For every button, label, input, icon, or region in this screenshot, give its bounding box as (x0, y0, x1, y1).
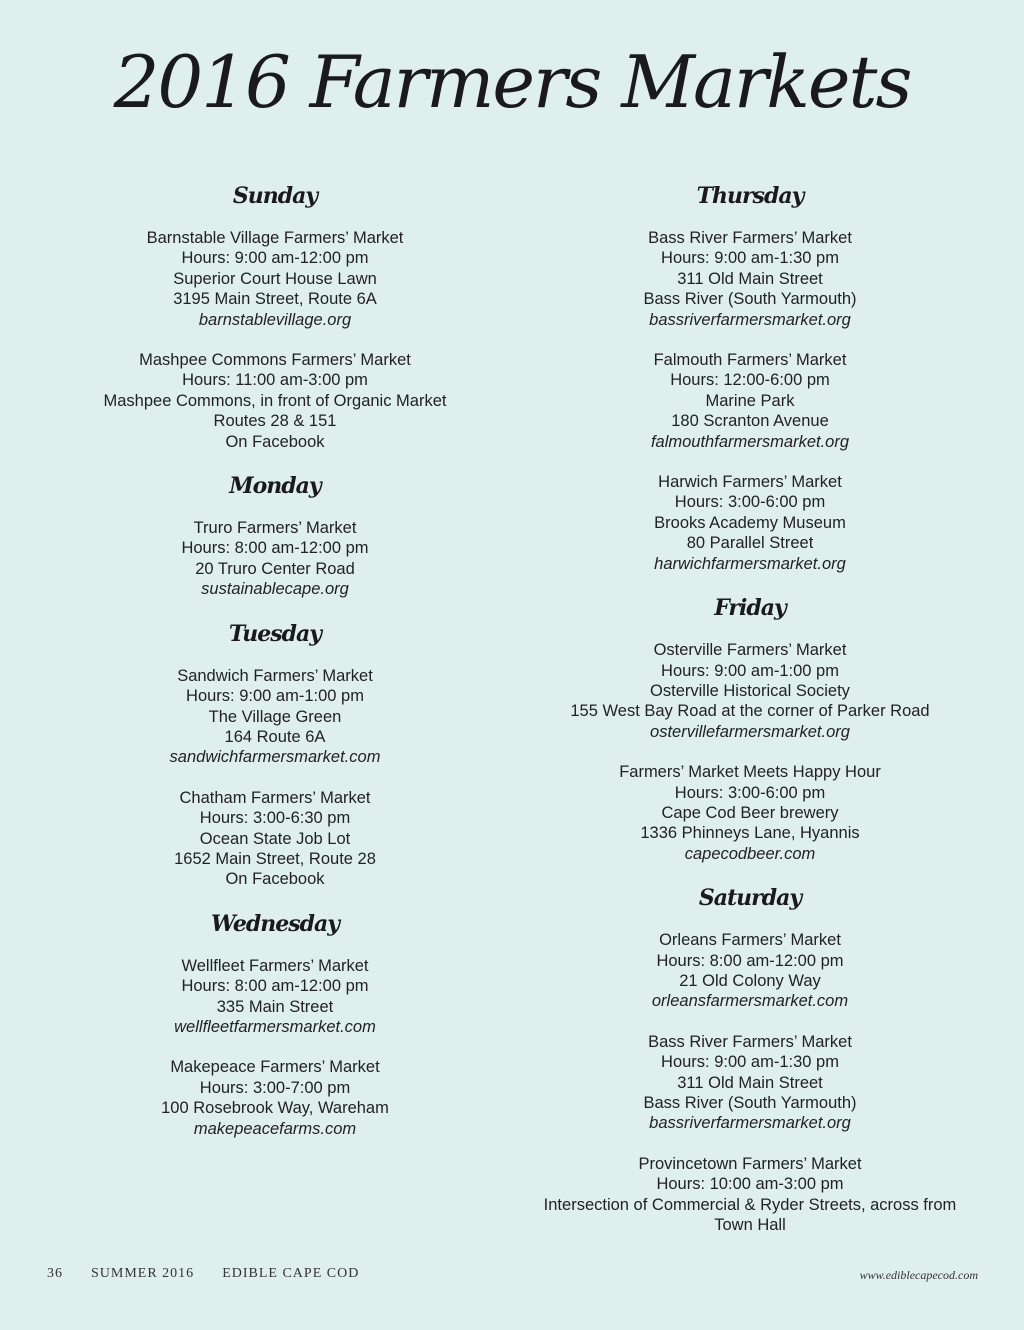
website-link[interactable]: www.ediblecapecod.com (859, 1268, 978, 1282)
market-name: Provincetown Farmers’ Market (638, 1154, 862, 1173)
market-address: 20 Truro Center Road (195, 559, 355, 578)
right-column (520, 182, 980, 1255)
market-name: Harwich Farmers’ Market (658, 473, 842, 492)
market-entry (60, 518, 490, 600)
market-hours: Hours: 8:00 am-12:00 pm (181, 539, 369, 558)
market-entry (520, 1154, 980, 1236)
market-address: 80 Parallel Street (686, 534, 814, 553)
market-name: Wellfleet Farmers’ Market (181, 956, 369, 975)
market-address: 1652 Main Street, Route 28 (174, 849, 376, 868)
market-social: On Facebook (225, 432, 325, 451)
market-hours: Hours: 3:00-7:00 pm (199, 1078, 351, 1097)
market-address: 180 Scranton Avenue (671, 412, 829, 431)
market-address: 155 West Bay Road at the corner of Parker Road (570, 702, 930, 721)
market-entry (520, 930, 980, 1012)
market-name: Barnstable Village Farmers’ Market (146, 229, 404, 247)
market-hours: Hours: 9:00 am-1:00 pm (661, 661, 839, 680)
market-town: Bass River (South Yarmouth) (643, 1094, 857, 1112)
market-location: Osterville Historical Society (650, 681, 850, 700)
market-location: Brooks Academy Museum (654, 513, 846, 532)
day-heading-thursday: Thursday (696, 183, 804, 209)
market-name: Makepeace Farmers’ Market (170, 1058, 380, 1077)
market-location: Mashpee Commons, in front of Organic Market (103, 391, 447, 410)
market-hours: Hours: 9:00 am-1:30 pm (661, 249, 839, 268)
market-hours: Hours: 11:00 am-3:00 pm (182, 371, 368, 390)
market-address: 100 Rosebrook Way, Wareham (161, 1099, 389, 1118)
day-heading-sunday: Sunday (232, 183, 318, 209)
market-hours: Hours: 8:00 am-12:00 pm (181, 977, 369, 996)
issue-label: SUMMER 2016 (91, 1266, 195, 1281)
market-entry (60, 666, 490, 768)
market-location: The Village Green (208, 707, 342, 726)
publication-name: EDIBLE CAPE COD (222, 1266, 360, 1281)
market-url[interactable]: ostervillefarmersmarket.org (650, 722, 850, 741)
market-url[interactable]: falmouthfarmersmarket.org (650, 432, 850, 451)
market-address: 3195 Main Street, Route 6A (173, 290, 377, 309)
left-column (60, 182, 490, 1159)
page-title: 2016 Farmers Markets (113, 40, 911, 124)
market-hours: Hours: 8:00 am-12:00 pm (656, 951, 844, 970)
market-url[interactable]: bassriverfarmersmarket.org (649, 1114, 851, 1133)
market-social: On Facebook (225, 870, 325, 889)
day-heading-monday: Monday (229, 473, 321, 500)
market-entry (60, 956, 490, 1038)
market-url[interactable]: wellfleetfarmersmarket.com (174, 1017, 376, 1036)
market-hours: Hours: 3:00-6:00 pm (674, 783, 826, 802)
day-heading-wednesday: Wednesday (210, 910, 340, 937)
market-name: Falmouth Farmers’ Market (653, 351, 847, 370)
market-location: Superior Court House Lawn (173, 269, 377, 288)
market-name: Orleans Farmers’ Market (659, 931, 841, 950)
market-name: Sandwich Farmers’ Market (177, 666, 373, 685)
market-location: Marine Park (705, 391, 795, 410)
market-url[interactable]: capecodbeer.com (684, 844, 816, 863)
day-heading-saturday: Saturday (698, 885, 802, 912)
market-hours: Hours: 10:00 am-3:00 pm (656, 1175, 844, 1194)
market-address: 311 Old Main Street (677, 269, 823, 288)
market-name: Osterville Farmers’ Market (653, 641, 847, 660)
market-url[interactable]: bassriverfarmersmarket.org (649, 310, 851, 329)
market-entry (520, 472, 980, 574)
market-entry (520, 228, 980, 330)
market-url[interactable]: barnstablevillage.org (198, 310, 352, 329)
market-hours: Hours: 3:00-6:30 pm (199, 809, 351, 828)
market-url[interactable]: makepeacefarms.com (193, 1119, 357, 1138)
market-name: Bass River Farmers’ Market (648, 1032, 852, 1051)
page-number: 36 (47, 1266, 63, 1281)
market-name: Mashpee Commons Farmers’ Market (139, 351, 411, 370)
market-location: Cape Cod Beer brewery (661, 803, 839, 822)
market-location: Ocean State Job Lot (199, 829, 351, 848)
market-url[interactable]: sustainablecape.org (201, 580, 349, 599)
market-hours: Hours: 3:00-6:00 pm (674, 493, 826, 512)
market-entry (520, 1032, 980, 1134)
market-url[interactable]: harwichfarmersmarket.org (654, 554, 846, 573)
market-location-cont: Town Hall (714, 1216, 786, 1235)
market-name: Farmers’ Market Meets Happy Hour (619, 763, 881, 782)
market-url[interactable]: sandwichfarmersmarket.com (169, 748, 381, 767)
market-url[interactable]: orleansfarmersmarket.com (651, 992, 849, 1011)
market-entry (520, 640, 980, 742)
market-name: Bass River Farmers’ Market (648, 229, 852, 247)
market-address: 21 Old Colony Way (679, 971, 821, 990)
market-address: 311 Old Main Street (677, 1073, 823, 1092)
market-name: Chatham Farmers’ Market (179, 788, 371, 807)
market-address: Routes 28 & 151 (213, 412, 337, 431)
market-entry (60, 350, 490, 452)
market-address: 164 Route 6A (224, 727, 326, 746)
day-heading-tuesday: Tuesday (228, 620, 322, 647)
market-address: 335 Main Street (216, 997, 334, 1016)
market-town: Bass River (South Yarmouth) (643, 290, 857, 309)
page-footer (47, 1266, 387, 1282)
market-entry (520, 350, 980, 452)
market-name: Truro Farmers’ Market (193, 519, 357, 538)
market-hours: Hours: 12:00-6:00 pm (670, 371, 830, 390)
market-entry (520, 762, 980, 864)
market-address: 1336 Phinneys Lane, Hyannis (640, 824, 860, 843)
market-hours: Hours: 9:00 am-1:30 pm (661, 1053, 839, 1072)
market-entry (60, 228, 490, 330)
market-location: Intersection of Commercial & Ryder Streets, across from (543, 1195, 957, 1214)
market-hours: Hours: 9:00 am-12:00 pm (181, 249, 369, 268)
market-hours: Hours: 9:00 am-1:00 pm (186, 687, 364, 706)
market-entry (60, 788, 490, 890)
market-entry (60, 1057, 490, 1139)
day-heading-friday: Friday (714, 595, 786, 622)
